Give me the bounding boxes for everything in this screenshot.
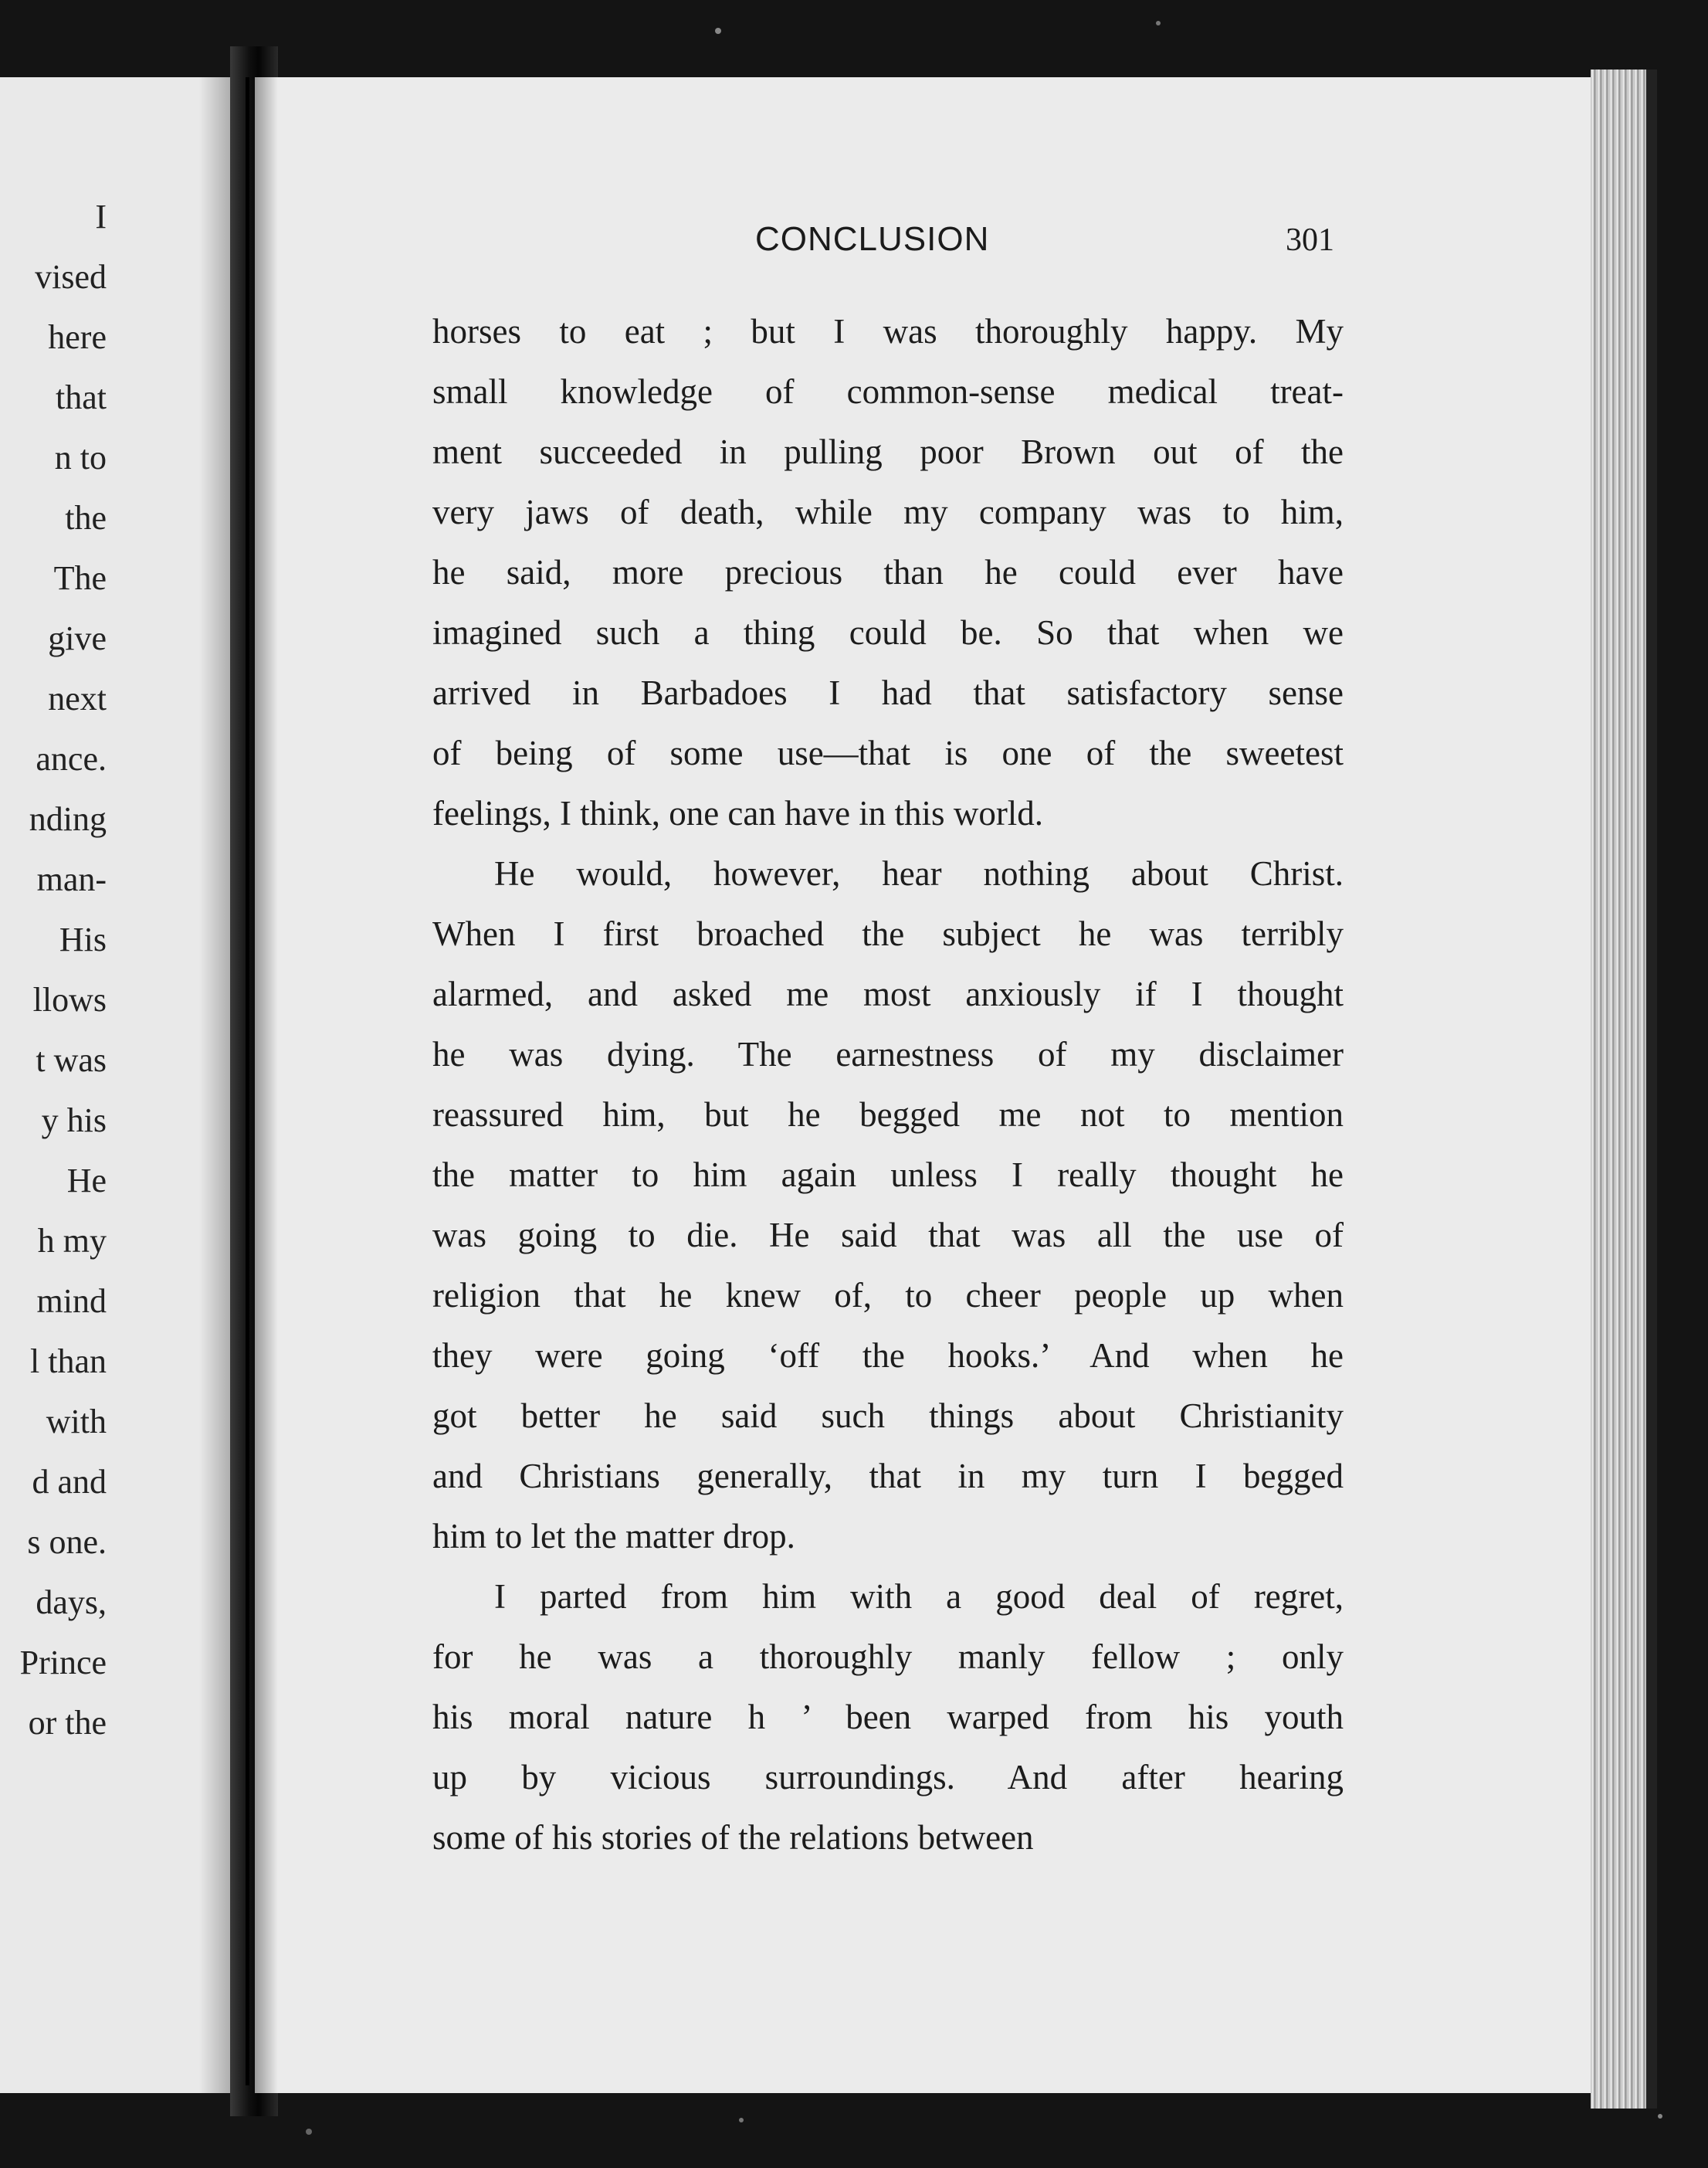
left-page-fragment: I (95, 198, 107, 236)
text-line: and Christians generally, that in my turn I begged (432, 1457, 1344, 1495)
text-line: horses to eat ; but I was thoroughly happy. My (432, 312, 1344, 351)
text-line: was going to die. He said that was all the use of (432, 1216, 1344, 1254)
text-line: alarmed, and asked me most anxiously if I thought (432, 975, 1344, 1013)
body-text (432, 301, 1344, 1868)
left-page-fragment: d and (32, 1463, 107, 1501)
left-page-fragment: ance. (36, 740, 107, 778)
text-line: of being of some use—that is one of the sweetest (432, 734, 1344, 772)
left-page (0, 77, 230, 2093)
text-line: for he was a thoroughly manly fellow ; only (432, 1637, 1344, 1676)
running-title: CONCLUSION (755, 220, 990, 258)
left-page-fragment: y his (41, 1101, 107, 1139)
text-line: he said, more precious than he could ever have (432, 553, 1344, 592)
left-page-fragment: give (48, 619, 107, 657)
right-page (255, 77, 1606, 2093)
text-line: religion that he knew of, to cheer people up when (432, 1276, 1344, 1315)
left-page-fragment: t was (36, 1041, 107, 1079)
text-line: his moral nature h ’ been warped from his youth (432, 1698, 1344, 1736)
right-page-shadow (255, 77, 278, 2093)
text-line: When I first broached the subject he was terribly (432, 914, 1344, 953)
left-page-fragment: Prince (19, 1644, 107, 1681)
left-page-fragment: vised (35, 258, 107, 296)
left-page-fragment: next (48, 680, 107, 718)
page-number: 301 (1286, 222, 1334, 258)
text-line: some of his stories of the relations between (432, 1818, 1034, 1857)
text-line: ment succeeded in pulling poor Brown out of the (432, 433, 1344, 471)
text-line: imagined such a thing could be. So that when we (432, 613, 1344, 652)
left-page-fragment: mind (36, 1282, 107, 1320)
left-page-fragment: nding (29, 800, 107, 838)
left-page-fragment: s one. (27, 1523, 107, 1561)
text-line: I parted from him with a good deal of regret, (494, 1577, 1344, 1616)
left-page-fragment: days, (36, 1583, 107, 1621)
text-line: arrived in Barbadoes I had that satisfactory sense (432, 673, 1344, 712)
page-edges (1591, 70, 1646, 2109)
running-head (255, 220, 1606, 266)
left-page-shadow (199, 77, 230, 2093)
left-page-fragment: His (59, 921, 107, 958)
left-page-fragment: with (46, 1403, 107, 1440)
paragraph (432, 1566, 1344, 1868)
text-line: reassured him, but he begged me not to mention (432, 1095, 1344, 1134)
text-line: got better he said such things about Christianity (432, 1396, 1344, 1435)
left-page-fragment: n to (54, 439, 107, 477)
text-line: the matter to him again unless I really thought he (432, 1155, 1344, 1194)
text-line: they were going ‘off the hooks.’ And when he (432, 1336, 1344, 1375)
gutter-rule (246, 77, 249, 2085)
paragraph (432, 843, 1344, 1566)
left-page-fragment: h my (37, 1222, 107, 1260)
left-page-fragment: llows (32, 981, 107, 1019)
left-page-fragment: The (53, 559, 107, 597)
text-line: feelings, I think, one can have in this world. (432, 794, 1044, 833)
left-page-fragment: here (48, 318, 107, 356)
text-line: He would, however, hear nothing about Christ. (494, 854, 1344, 893)
text-line: he was dying. The earnestness of my disclaimer (432, 1035, 1344, 1074)
left-page-fragment: that (56, 378, 107, 416)
text-line: small knowledge of common-sense medical treat- (432, 372, 1344, 411)
left-page-fragment: He (66, 1162, 107, 1199)
left-page-fragment: l than (30, 1342, 107, 1380)
paragraph (432, 301, 1344, 843)
left-page-fragment: man- (36, 860, 107, 898)
left-page-fragment: the (65, 499, 107, 537)
left-page-fragment: or the (28, 1704, 107, 1742)
text-line: up by vicious surroundings. And after hearing (432, 1758, 1344, 1796)
text-line: very jaws of death, while my company was to him, (432, 493, 1344, 531)
text-line: him to let the matter drop. (432, 1517, 795, 1556)
page-edge-shadow (1646, 70, 1657, 2109)
